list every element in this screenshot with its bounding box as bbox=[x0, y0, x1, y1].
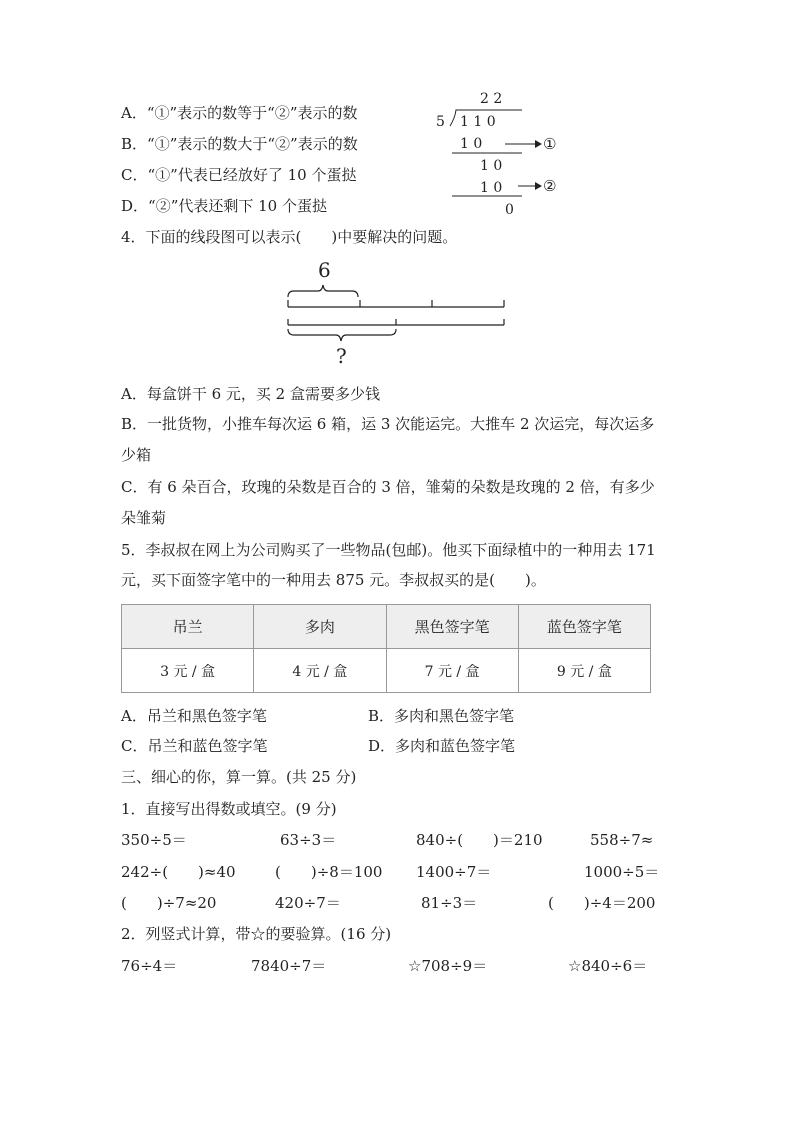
division-step1: 1 0 bbox=[460, 136, 483, 152]
vertical-calc-item: ☆708÷9＝ bbox=[408, 957, 488, 975]
vertical-calc-item: 7840÷7＝ bbox=[251, 957, 327, 975]
calc-item: ( )÷4＝200 bbox=[548, 894, 656, 912]
table-cell: 7 元 / 盒 bbox=[386, 649, 518, 693]
calc-item: 1400÷7＝ bbox=[416, 863, 492, 881]
segment-top-label: 6 bbox=[318, 258, 331, 282]
table-row bbox=[122, 649, 651, 693]
price-table bbox=[121, 604, 651, 693]
division-step3: 1 0 bbox=[480, 180, 503, 196]
q4-option-c: C．有 6 朵百合，玫瑰的朵数是百合的 3 倍，雏菊的朵数是玫瑰的 2 倍，有多少 bbox=[121, 478, 655, 496]
segment-bottom-label: ? bbox=[336, 344, 347, 368]
table-cell: 4 元 / 盒 bbox=[254, 649, 386, 693]
bottom-brace bbox=[288, 329, 396, 341]
segment-diagram bbox=[280, 255, 520, 370]
division-marker-2: ② bbox=[543, 177, 557, 195]
table-cell: 3 元 / 盒 bbox=[122, 649, 254, 693]
division-marker-1: ① bbox=[543, 135, 557, 153]
q4-option-a: A．每盒饼干 6 元，买 2 盒需要多少钱 bbox=[121, 385, 380, 403]
calc-item: 350÷5＝ bbox=[121, 831, 187, 849]
table-header-cell: 黑色签字笔 bbox=[386, 605, 518, 649]
calc-item: ( )÷7≈20 bbox=[121, 894, 217, 912]
division-quotient: 2 2 bbox=[480, 91, 503, 107]
calc-item: 420÷7＝ bbox=[275, 894, 341, 912]
calc-item: 63÷3＝ bbox=[280, 831, 337, 849]
calc-item: 242÷( )≈40 bbox=[121, 863, 236, 881]
q4-option-b-cont: 少箱 bbox=[121, 446, 152, 464]
division-divisor: 5 bbox=[436, 114, 445, 130]
section3-title: 三、细心的你，算一算。(共 25 分) bbox=[121, 768, 357, 786]
q4-stem: 4．下面的线段图可以表示( )中要解决的问题。 bbox=[121, 228, 458, 246]
calc-item: 558÷7≈ bbox=[590, 831, 654, 849]
part2-title: 2．列竖式计算，带☆的要验算。(16 分) bbox=[121, 925, 392, 943]
division-remainder: 0 bbox=[505, 202, 514, 218]
table-header-cell: 吊兰 bbox=[122, 605, 254, 649]
table-row bbox=[122, 605, 651, 649]
table-cell: 9 元 / 盒 bbox=[518, 649, 650, 693]
q3-option-d: D．“②”代表还剩下 10 个蛋挞 bbox=[121, 197, 327, 215]
q3-option-b: B．“①”表示的数大于“②”表示的数 bbox=[121, 135, 358, 153]
q4-option-c-cont: 朵雏菊 bbox=[121, 509, 167, 527]
q3-option-c: C．“①”代表已经放好了 10 个蛋挞 bbox=[121, 166, 357, 184]
division-dividend: 1 1 0 bbox=[460, 114, 496, 130]
q5-stem-line2: 元，买下面签字笔中的一种用去 875 元。李叔叔买的是( )。 bbox=[121, 571, 546, 589]
long-division-figure bbox=[430, 88, 570, 220]
vertical-calc-item: ☆840÷6＝ bbox=[568, 957, 648, 975]
calc-item: 1000÷5＝ bbox=[584, 863, 660, 881]
division-step2: 1 0 bbox=[480, 158, 503, 174]
q5-stem-line1: 5．李叔叔在网上为公司购买了一些物品(包邮)。他买下面绿植中的一种用去 171 bbox=[121, 541, 656, 559]
table-header-cell: 多肉 bbox=[254, 605, 386, 649]
part1-title: 1．直接写出得数或填空。(9 分) bbox=[121, 800, 337, 818]
top-brace bbox=[288, 285, 358, 297]
q5-option-c: C．吊兰和蓝色签字笔 bbox=[121, 737, 268, 755]
q5-option-a: A．吊兰和黑色签字笔 bbox=[121, 707, 267, 725]
q5-option-b: B．多肉和黑色签字笔 bbox=[368, 707, 515, 725]
calc-item: 840÷( )＝210 bbox=[416, 831, 543, 849]
q5-option-d: D．多肉和蓝色签字笔 bbox=[368, 737, 516, 755]
table-header-cell: 蓝色签字笔 bbox=[518, 605, 650, 649]
q3-option-a: A．“①”表示的数等于“②”表示的数 bbox=[121, 104, 358, 122]
calc-item: 81÷3＝ bbox=[421, 894, 478, 912]
vertical-calc-item: 76÷4＝ bbox=[121, 957, 178, 975]
calc-item: ( )÷8＝100 bbox=[275, 863, 383, 881]
q4-option-b: B．一批货物，小推车每次运 6 箱，运 3 次能运完。大推车 2 次运完，每次运多 bbox=[121, 415, 655, 433]
